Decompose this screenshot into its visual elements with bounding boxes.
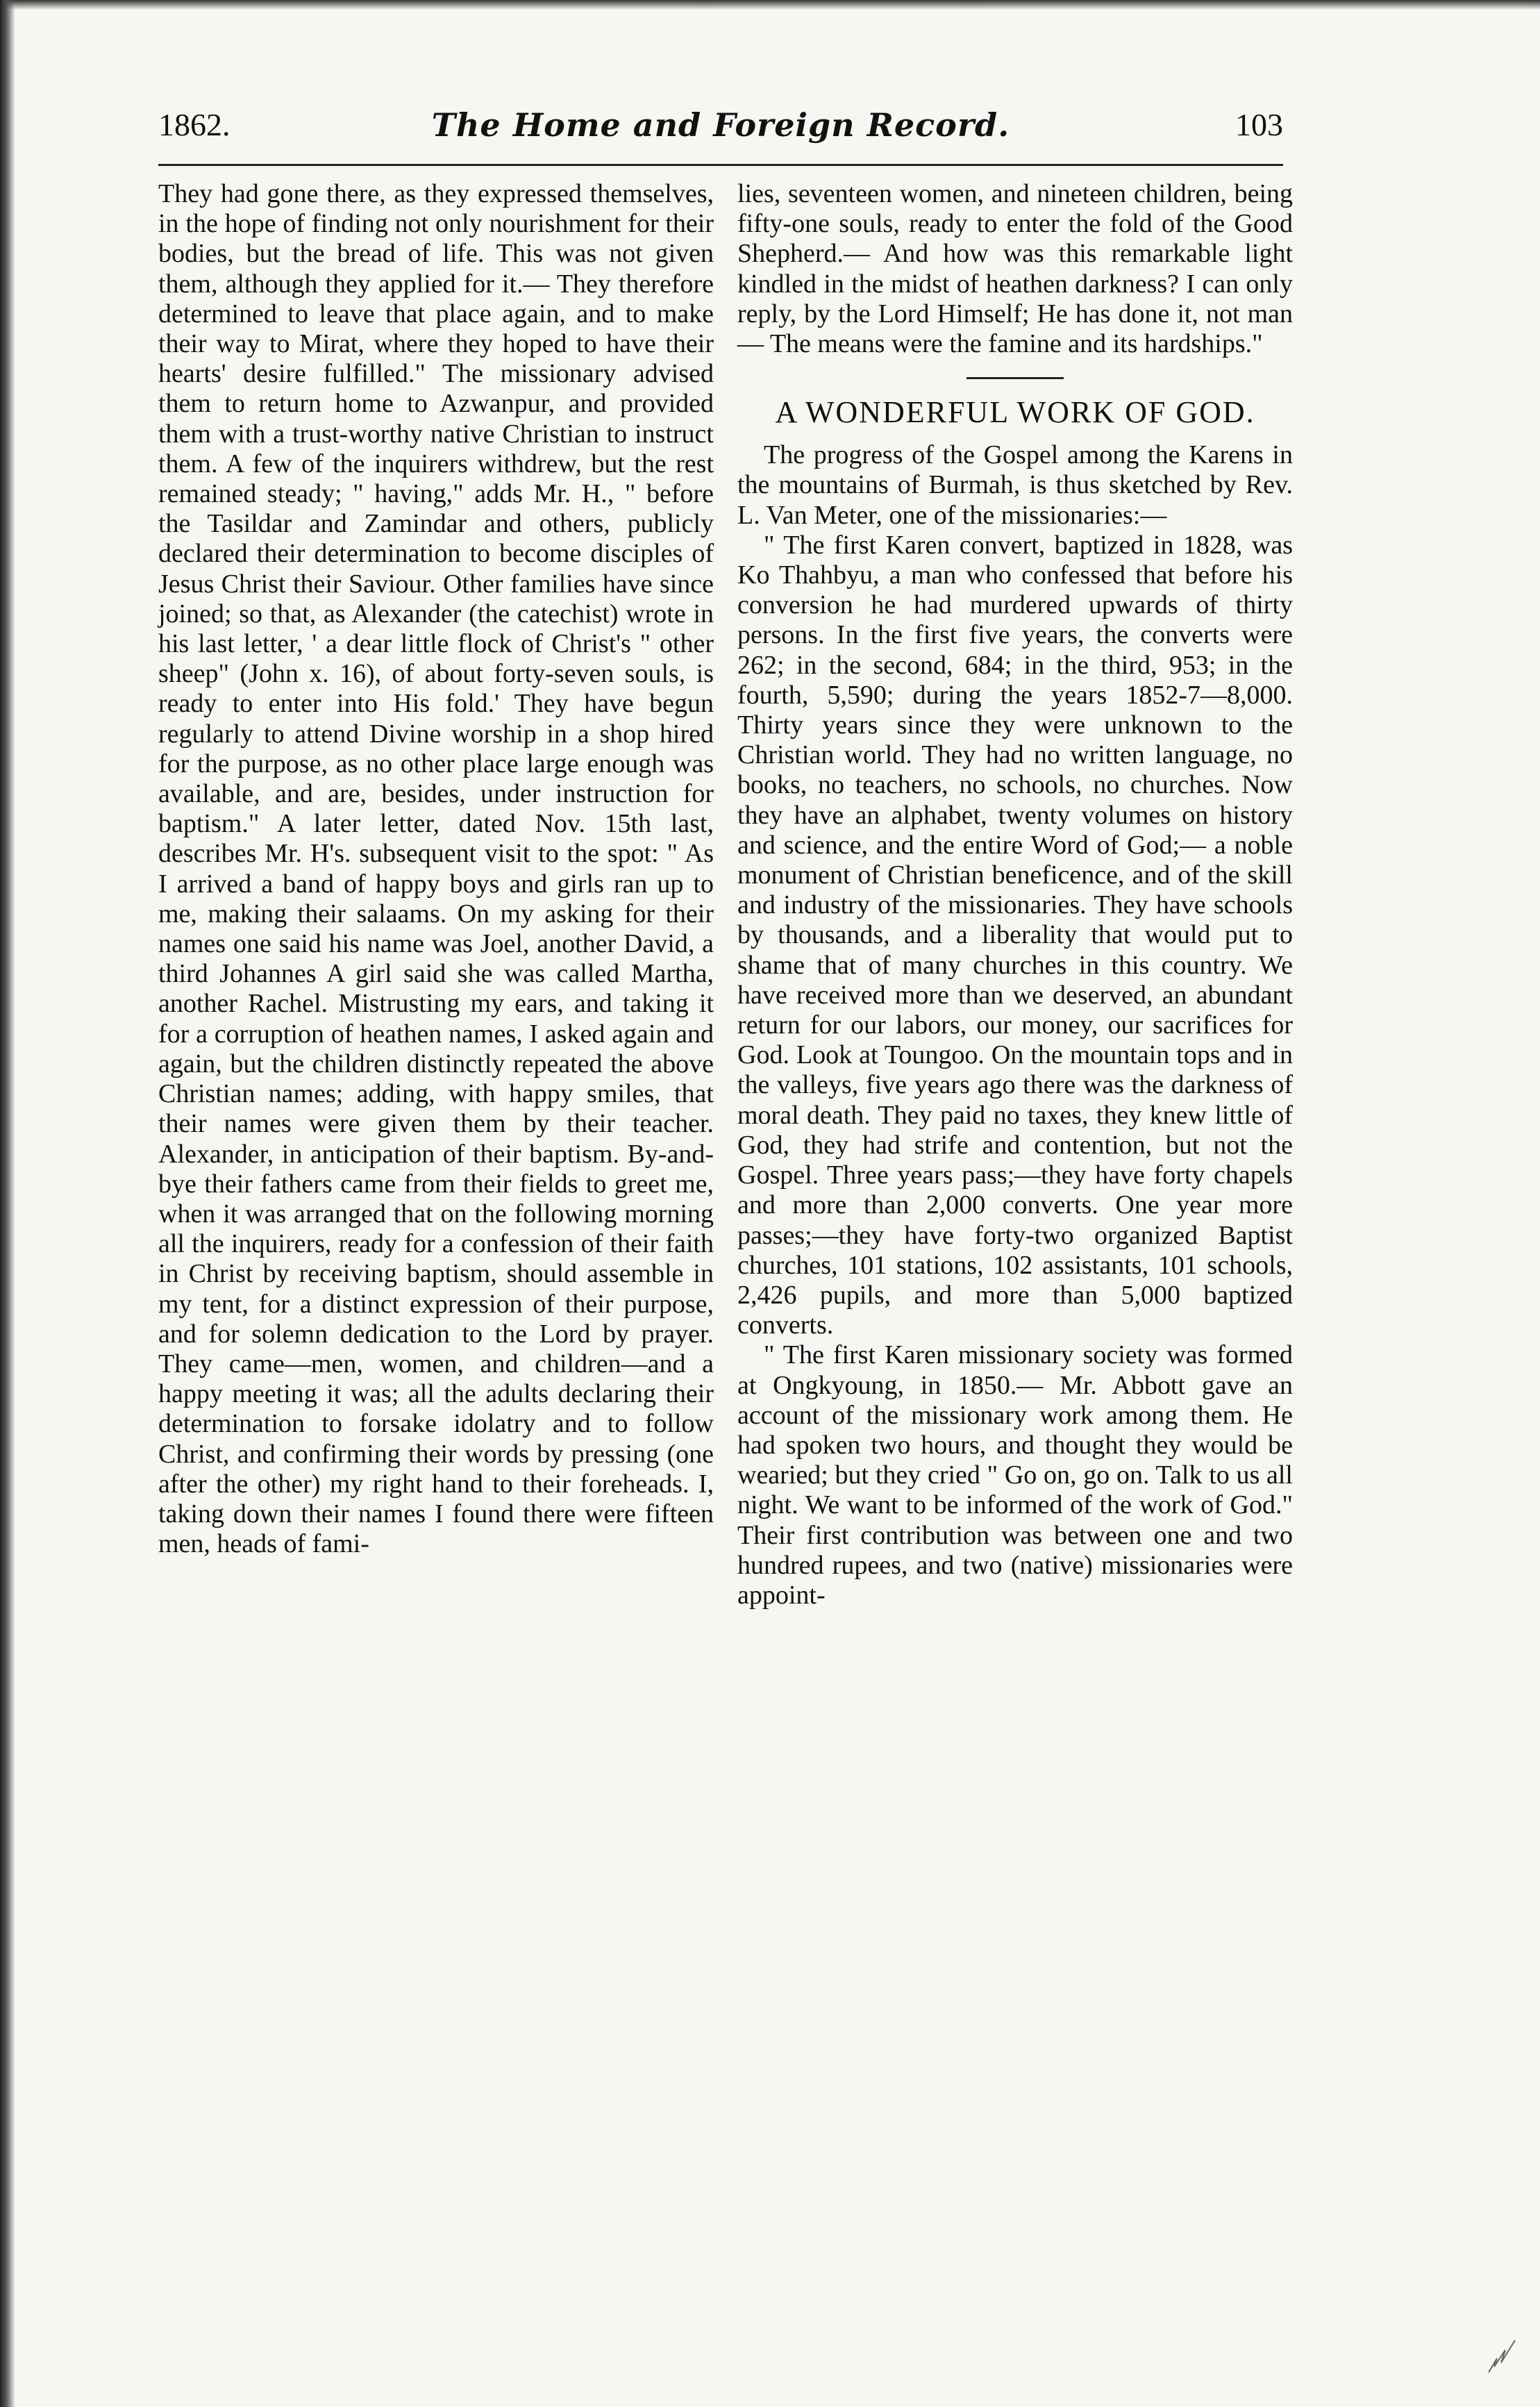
section-divider [966, 377, 1064, 379]
left-column [158, 179, 714, 1559]
page-number: 103 [1235, 107, 1283, 142]
pencil-mark [1482, 2324, 1523, 2379]
section-title: A WONDERFUL WORK OF GOD. [775, 395, 1255, 430]
header-rule [158, 164, 1283, 166]
running-header [158, 104, 1283, 153]
page-top-edge-shadow [0, 0, 1540, 10]
page-left-edge-shadow [0, 0, 15, 2407]
right-paragraph-1: lies, seventeen women, and nineteen children, being fifty-one souls, ready to enter the fold of the Good Shepherd.— And how was this remarkable light kindled in the midst of heathen darkness? I can only reply, by the Lord Himself; He has done it, not man — The means were the famine and its hardships." [737, 179, 1293, 359]
right-column [737, 179, 1293, 1610]
header-year: 1862. [158, 107, 231, 142]
right-paragraph-2: The progress of the Gospel among the Karens in the mountains of Burmah, is thus sketched by Rev. L. Van Meter, one of the missionaries:— [737, 440, 1293, 530]
right-paragraph-4: " The first Karen missionary society was formed at Ongkyoung, in 1850.— Mr. Abbott gave an account of the missionary work among them. He had spoken two hours, and thought they would be wearied; but they cried " Go on, go on. Talk to us all night. We want to be informed of the work of God." Their first contribution was between one and two hundred rupees, and two (native) missionaries were appoint- [737, 1340, 1293, 1610]
header-title: The Home and Foreign Record. [431, 106, 1010, 144]
right-paragraph-3: " The first Karen convert, baptized in 1828, was Ko Thahbyu, a man who confessed that before his conversion he had murdered upwards of thirty persons. In the first five years, the converts were 262; in the second, 684; in the third, 953; in the fourth, 5,590; during the years 1852-7—8,000. Thirty years since they were unknown to the Christian world. They had no written language, no books, no teachers, no schools, no churches. Now they have an alphabet, twenty volumes on history and science, and the entire Word of God;— a noble monument of Christian beneficence, and of the skill and industry of the missionaries. They have schools by thousands, and a liberality that would put to shame that of many churches in this country. We have received more than we deserved, an abundant return for our labors, our money, our sacrifices for God. Look at Toungoo. On the mountain tops and in the valleys, five years ago there was the darkness of moral death. They paid no taxes, they knew little of God, they had strife and contention, but not the Gospel. Three years pass;—they have forty chapels and more than 2,000 converts. One year more passes;—they have forty-two organized Baptist churches, 101 stations, 102 assistants, 101 schools, 2,426 pupils, and more than 5,000 baptized converts. [737, 530, 1293, 1340]
left-paragraph-1: They had gone there, as they expressed themselves, in the hope of finding not only nourishment for their bodies, but the bread of life. This was not given them, although they applied for it.— They therefore determined to leave that place again, and to make their way to Mirat, where they hoped to have their hearts' desire fulfilled." The missionary advised them to return home to Azwanpur, and provided them with a trust-worthy native Christian to instruct them. A few of the inquirers withdrew, but the rest remained steady; " having," adds Mr. H., " before the Tasildar and Zamindar and others, publicly declared their determination to become disciples of Jesus Christ their Saviour. Other families have since joined; so that, as Alexander (the catechist) wrote in his last letter, ' a dear little flock of Christ's " other sheep" (John x. 16), of about forty-seven souls, is ready to enter into His fold.' They have begun regularly to attend Divine worship in a shop hired for the purpose, as no other place large enough was available, and are, besides, under instruction for baptism." A later letter, dated Nov. 15th last, describes Mr. H's. subsequent visit to the spot: " As I arrived a band of happy boys and girls ran up to me, making their salaams. On my asking for their names one said his name was Joel, another David, a third Johannes A girl said she was called Martha, another Rachel. Mistrusting my ears, and taking it for a corruption of heathen names, I asked again and again, but the children distinctly repeated the above Christian names; adding, with happy smiles, that their names were given them by their teacher. Alexander, in anticipation of their baptism. By-and-bye their fathers came from their fields to greet me, when it was arranged that on the following morning all the inquirers, ready for a confession of their faith in Christ by receiving baptism, should assemble in my tent, for a distinct expression of their purpose, and for solemn dedication to the Lord by prayer. They came—men, women, and children—and a happy meeting it was; all the adults declaring their determination to forsake idolatry and to follow Christ, and confirming their words by pressing (one after the other) my right hand to their foreheads. I, taking down their names I found there were fifteen men, heads of fami- [158, 179, 714, 1559]
